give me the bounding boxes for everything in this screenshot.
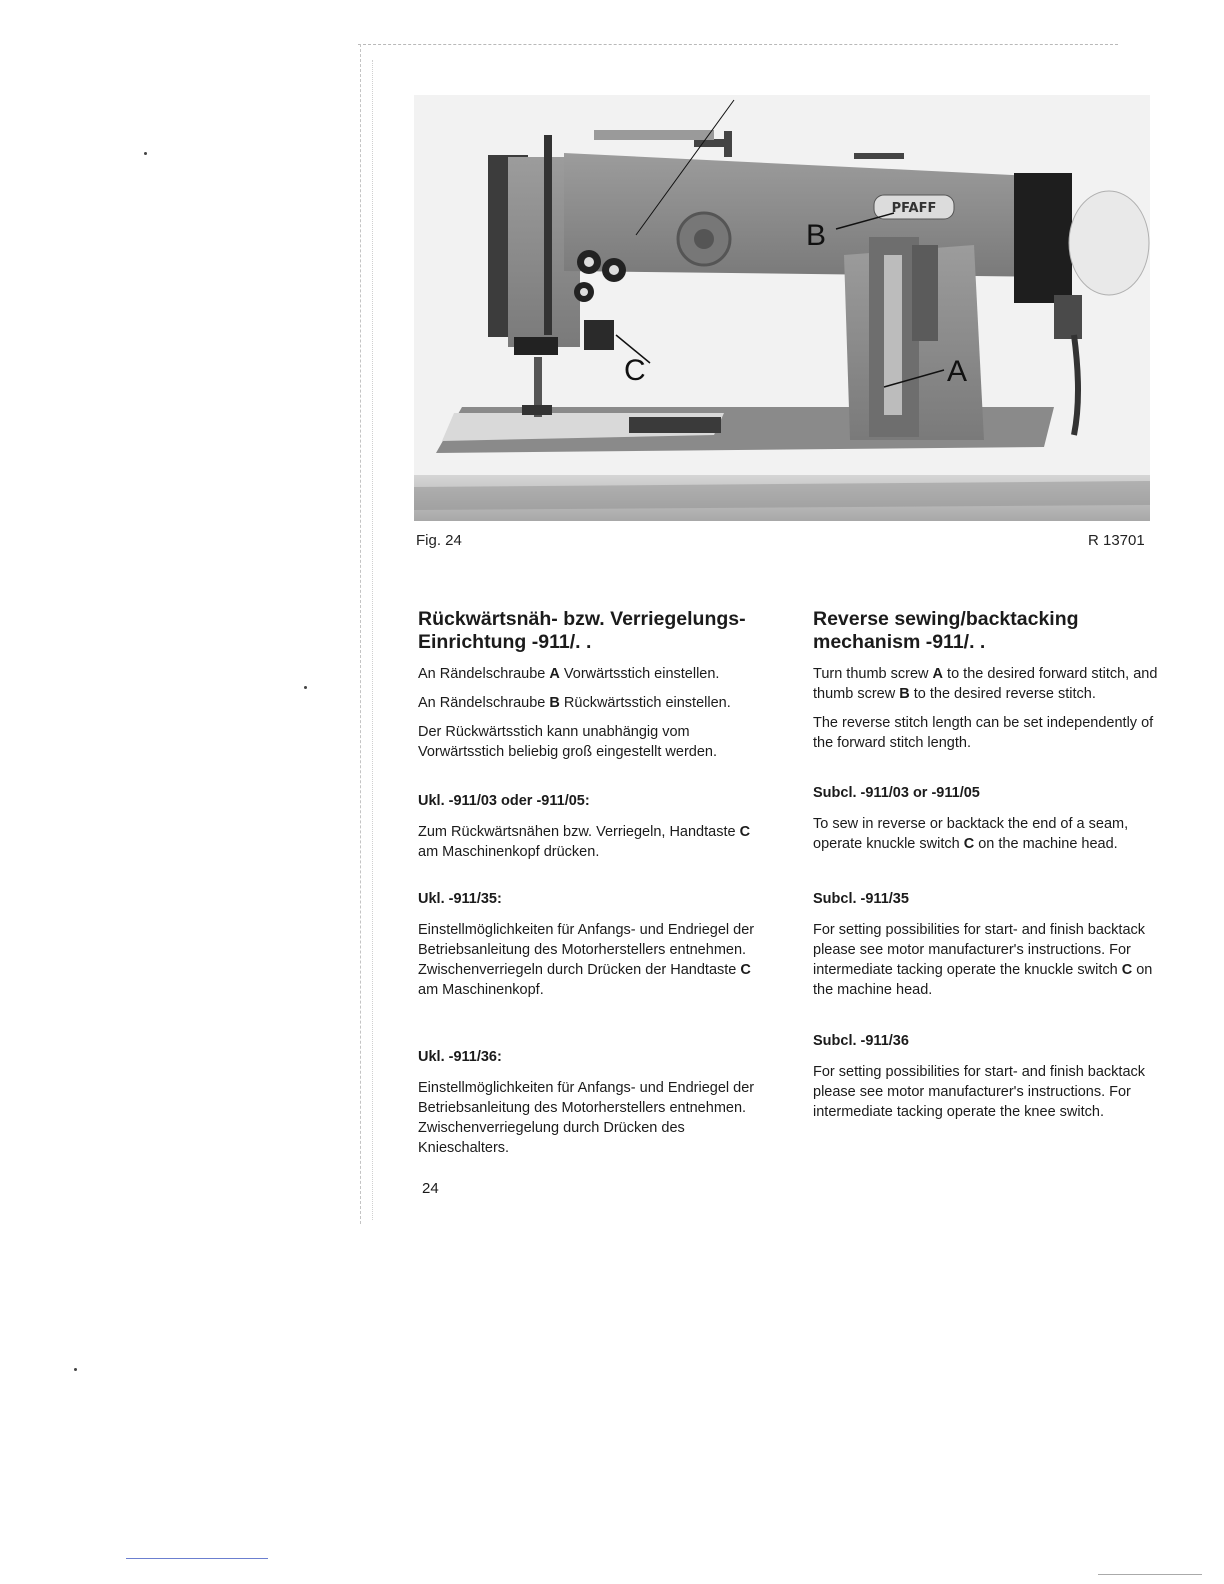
german-section-911-35-heading: Ukl. -911/35: [418,891,502,907]
figure-caption: Fig. 24 [416,532,462,549]
english-section-911-35-heading: Subcl. -911/35 [813,891,909,907]
callout-a: A [947,355,968,388]
german-section-911-36-heading: Ukl. -911/36: [418,1049,502,1065]
english-section-911-03-text: To sew in reverse or backtack the end of a seam, operate knuckle switch C on the machine head. [813,816,1129,852]
scan-artifact-line [126,1558,268,1559]
german-section-911-03-text: Zum Rückwärtsnähen bzw. Verriegeln, Handtaste C am Maschinenkopf drücken. [418,824,751,860]
english-paragraph-2: The reverse stitch length can be set independently of the forward stitch length. [813,715,1154,751]
figure-reference: R 13701 [1088,532,1145,549]
german-section-911-03 [418,792,763,871]
scan-artifact-line [1098,1574,1202,1575]
english-section-911-03 [813,784,1158,863]
german-title: Rückwärtsnäh- bzw. Verriegelungs-Einrichtung -911/. . [418,608,746,653]
english-paragraph-1: Turn thumb screw A to the desired forward stitch, and thumb screw B to the desired reverse stitch. [813,666,1158,702]
scan-border-left [360,44,361,1224]
english-section-911-03-heading: Subcl. -911/03 or -911/05 [813,785,980,801]
scan-speck [74,1368,77,1371]
german-paragraph-2: An Rändelschraube B Rückwärtsstich einstellen. [418,695,731,711]
german-section-911-35-text-2: Zwischenverriegeln durch Drücken der Handtaste C am Maschinenkopf. [418,962,751,998]
callout-c: C [624,354,646,387]
english-section-911-36 [813,1032,1158,1131]
german-section-911-03-heading: Ukl. -911/03 oder -911/05: [418,793,590,809]
german-section-911-36-text-1: Einstellmöglichkeiten für Anfangs- und Endriegel der Betriebsanleitung des Motorherstellers entnehmen. [418,1080,755,1116]
german-section-911-35-text-1: Einstellmöglichkeiten für Anfangs- und Endriegel der Betriebsanleitung des Motorherstellers entnehmen. [418,922,755,958]
english-column [813,608,1158,1120]
german-section-911-35 [418,890,763,1009]
english-section-911-36-heading: Subcl. -911/36 [813,1033,909,1049]
sewing-machine-photo [414,95,1150,521]
german-section-911-36-text-2: Zwischenverriegelung durch Drücken des Knieschalters. [418,1120,685,1156]
scan-speck [304,686,307,689]
german-column [418,608,763,1156]
scan-speck [144,152,147,155]
scan-border-top [358,44,1118,45]
german-paragraph-3: Der Rückwärtsstich kann unabhängig vom Vorwärtsstich beliebig groß eingestellt werden. [418,724,718,760]
callout-b: B [806,219,827,252]
brand-plate-text: PFAFF [891,201,937,216]
german-paragraph-1: An Rändelschraube A Vorwärtsstich einstellen. [418,666,720,682]
german-section-911-36 [418,1048,763,1167]
scan-border-left-inner [372,60,373,1220]
english-section-911-35 [813,890,1158,1009]
page-number: 24 [422,1180,439,1197]
english-section-911-35-text: For setting possibilities for start- and finish backtack please see motor manufacturer's instructions. For intermediate tacking operate the knuckle switch C on the machine head. [813,922,1153,998]
english-title: Reverse sewing/backtacking mechanism -911/. . [813,608,1079,653]
english-section-911-36-text: For setting possibilities for start- and finish backtack please see motor manufacturer's instructions. For intermediate tacking operate the knee switch. [813,1064,1146,1120]
